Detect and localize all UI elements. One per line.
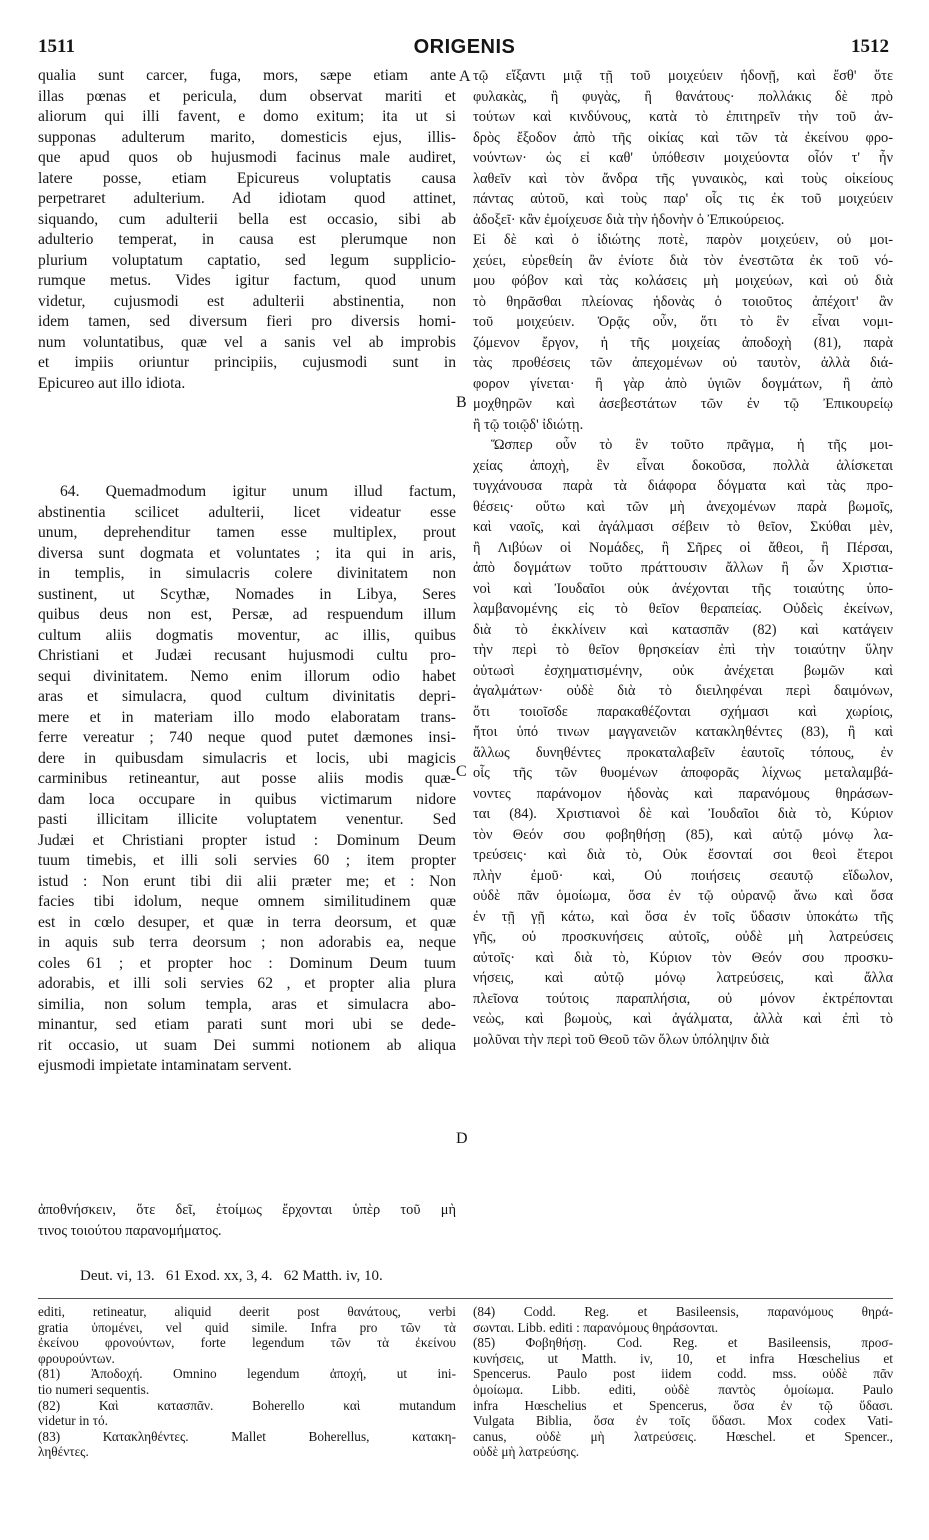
text-line: ferre vereatur ; 740 neque quod putet dæmones insi- [38, 729, 456, 746]
text-line: ἀπὸ δογμάτων τοῦτο πράττουσιν ἄλλων ἢ ὧν Χριστια- [473, 560, 893, 576]
text-line: Christiani et Judæi recusant hujusmodi cultu pro- [38, 647, 456, 664]
text-line: Vulgata Biblia, ὅσα ἐν τοῖς ὕδασι. Mox codex Vati- [473, 1413, 893, 1429]
text-line: ἢ Λιβύων οἱ Νομάδες, ἢ Σῆρες οἱ ἄθεοι, ἢ Πέρσαι, [473, 539, 893, 556]
text-line: μοχθηρῶν καὶ ἀσεβεστάτων τῶν ἐν τῷ Ἐπικουρείῳ [473, 396, 893, 412]
text-line: similia, non solum templa, aras et simulacra abo- [38, 995, 456, 1013]
text-line: plurium voluptatum captatio, sed legum supplicio- [38, 251, 456, 269]
notes-divider [38, 1298, 893, 1299]
text-line: ἐν τῇ γῇ κάτω, καὶ ὅσα ἐν τοῖς ὕδασιν ὑποκάτω τῆς [473, 908, 893, 925]
page-number-left: 1511 [38, 36, 75, 57]
text-line: adulterio temperat, in causa est plerumque non [38, 231, 456, 248]
text-line: τοῦ μοιχεύειν. Ὁρᾷς οὖν, ὅτι τὸ ἓν εἶναι νομι- [473, 314, 893, 330]
text-line: istud : Non erunt tibi dii alii præter me; et : Non [38, 872, 456, 890]
text-line: ejusmodi impietate intaminatam servent. [38, 1057, 292, 1074]
text-line: perpetraret adulterium. Ad idiotam quod attinet, [38, 190, 456, 207]
margin-letter-a: A [459, 68, 471, 85]
text-line: τὴν περὶ τὸ θεῖον θρησκείαν ἐπὶ τὴν τοιαύτην ὕλην [473, 642, 893, 658]
text-line: τὸ θηρᾶσθαι πλείονας ἡδονὰς ὁ τοιοῦτος ἀπέχοιτ' ἂν [473, 293, 893, 310]
notes-left-column [38, 1304, 456, 1460]
text-line: ὅτι τοιοῖσδε παρακαθέζονται σχήμασι καὶ χωρίοις, [473, 703, 893, 720]
text-line: supponas adulterum marito, domesticis ejus, illis- [38, 128, 456, 146]
page-number-right: 1512 [851, 36, 889, 57]
text-line: οἷς τῆς τῶν θυομένων ἀποφορᾶς λίχνως μεταλαμβά- [473, 765, 893, 781]
text-line: φρουρούντων. [38, 1350, 115, 1366]
text-line: φορον γίνεται· ἢ γὰρ ἀπὸ ὑγιῶν δογμάτων, ἢ ἀπὸ [473, 375, 893, 392]
text-line: facies tibi idolum, neque omnem similitudinem quæ [38, 893, 456, 910]
text-line: tuum timebis, et illi soli servies 60 ; item propter [38, 852, 456, 869]
text-line: adorabis, et illi soli servies 62 , et propter alia plura [38, 975, 456, 992]
text-line: rumque metus. Vides igitur factum, quod unum [38, 272, 456, 289]
text-line: minantur, sed etiam parati sunt mori ubi se dede- [38, 1016, 456, 1033]
text-line: ἤτοι ὑπό τινων μαγγανειῶν κατακληθέντες (83), ἢ καὶ [473, 724, 893, 740]
text-line: editi, retineatur, aliquid deerit post θανάτους, verbi [38, 1304, 456, 1319]
text-line: latere posse, etiam Epicureus voluptatis causa [38, 169, 456, 187]
text-line: illas pœnas et pericula, dum observat mariti et [38, 87, 456, 105]
text-line: dere in quibusdam simulacris et locis, ubi magicis [38, 749, 456, 767]
text-line: πλεῖονα τούτοις παραπλήσια, οὐ μόνον ἐκτρέπονται [473, 990, 893, 1007]
text-line: τῷ εἴξαντι μιᾷ τῇ τοῦ μοιχεύειν ἡδονῇ, καὶ ἔσθ' ὅτε [473, 68, 893, 84]
text-line: et impiis oriuntur principiis, cujusmodi sunt in [38, 354, 456, 371]
text-line: aras et simulacra, quod cultum divinitatis depri- [38, 688, 456, 705]
text-line: νεὼς, καὶ βωμοὺς, καὶ ἀγάλματα, ἀλλὰ καὶ ἐπὶ τὸ [473, 1011, 893, 1027]
text-line: in templis, in simulacris colere divinitatem non [38, 565, 456, 582]
text-line: ζόμενον ἔργον, ἡ τῆς μοιχείας ἀποδοχὴ (81), παρὰ [473, 334, 893, 351]
text-line: τὸν Θεόν σου φοβηθήσῃ (85), καὶ αὐτῷ μόνῳ λα- [473, 826, 893, 843]
text-line: αὐτοῖς· καὶ διὰ τὸ, Κύριον τὸν Θεόν σου προσκυ- [473, 949, 893, 966]
text-line: πλὴν ἐμοῦ· καὶ, Οὐ ποιήσεις σεαυτῷ εἴδωλον, [473, 867, 893, 884]
text-line: οὐδὲ πᾶν ὁμοίωμα, ὅσα ἐν τῷ οὐρανῷ ἄνω καὶ ὅσα [473, 888, 893, 904]
notes-right-column [473, 1304, 893, 1460]
text-line: (82) Καὶ κατασπᾶν. Boherello καὶ mutandum [38, 1397, 456, 1413]
text-line: χείας ἀποχὴ, ἓν εἶναι δοκοῦσα, πολλὰ ἁλίσκεται [473, 457, 893, 474]
text-line: τινος τοιούτου παρανομήματος. [38, 1222, 222, 1239]
text-line: Ὥσπερ οὖν τὸ ἓν τοῦτο πρᾶγμα, ἡ τῆς μοι- [491, 437, 893, 453]
text-line: diversa sunt dogmata et voluntates ; ita qui in aris, [38, 544, 456, 562]
text-line: καὶ ναοῖς, καὶ ἀγάλμασι σέβειν τὸ θεῖον, Σκύθαι μὲν, [473, 519, 893, 535]
text-line: σωνται. Libb. editi : παρανόμους θηράσονται. [473, 1319, 719, 1335]
text-line: (84) Codd. Reg. et Basileensis, παρανόμους θηρά- [473, 1304, 893, 1319]
text-line: ἀγαλμάτων· οὐδὲ διὰ τὸ διειληφέναι περὶ δαιμόνων, [473, 683, 893, 699]
scripture-references: Deut. vi, 13. 61 Exod. xx, 3, 4. 62 Matth. iv, 10. [80, 1268, 383, 1284]
text-line: κυνήσεις, ut Matth. iv, 10, et infra Hœschelius et [473, 1350, 893, 1366]
text-line: ὁμοίωμα. Libb. editi, οὐδὲ παντὸς ὁμοίωμα. Paulo [473, 1381, 893, 1397]
text-line: φυλακὰς, ἢ φυγὰς, ἢ θανάτους· πολλάκις δὲ πρὸ [473, 88, 893, 105]
text-line: νήσεις, καὶ αὐτῷ μόνῳ λατρεύσεις, καὶ ἄλλα [473, 970, 893, 986]
text-line: θέσεις· οὕτω καὶ τῶν μὴ ἀνεχομένων παρὰ βωμοῖς, [473, 498, 893, 515]
text-line: que apud quos ob hujusmodi facinus male audiret, [38, 149, 456, 166]
text-line: videtur, cujusmodi est adulterii abstinentia, non [38, 292, 456, 310]
text-line: νούντων· ὡς εἰ καθ' ὑπόθεσιν μοιχεύοντα οἷόν τ' ἦν [473, 150, 893, 166]
text-line: δρὸς ἔξοδον ἀπὸ τῆς οἰκίας καὶ τῶν τὰ ἐκείνου φρο- [473, 129, 893, 146]
text-line: est in cœlo desuper, et quæ in terra deorsum, et quæ [38, 913, 456, 931]
text-line: aliorum qui illi favent, e domo exitum; ita ut si [38, 108, 456, 125]
text-line: canus, οὐδὲ μὴ λατρεύσεις. Hœschel. et Spencer., [473, 1428, 893, 1444]
text-line: ἀδοξεῖ· κἂν ἐμοίχευσε διὰ τὴν ἡδονὴν ὁ Ἐπικούρειος. [473, 211, 785, 228]
text-line: quibus deus non est, Persæ, ad respuendum illum [38, 606, 456, 623]
text-line: ἢ τῷ τοιῷδ' ἰδιώτῃ. [473, 416, 584, 433]
text-line: unum, deprehenditur tamen esse multiplex, prout [38, 524, 456, 541]
text-line: λαθεῖν καὶ τὸν ἄνδρα τῆς γυναικὸς, καὶ τοὺς οἰκείους [473, 170, 893, 187]
latin-column-paragraph-64 [38, 482, 456, 1077]
text-line: dam loca occupare in quibus victimarum nidore [38, 790, 456, 808]
text-line: infra Hœschelius et Spencerus, ὅσα ἐν τῷ ὕδασι. [473, 1397, 893, 1413]
text-line: 64. Quemadmodum igitur unum illud factum, [60, 483, 456, 500]
text-line: ἄλλως δυνηθέντες προκαταλαβεῖν ἑαυτοῖς τόπους, ἐν [473, 744, 893, 761]
text-line: tio numeri sequentis. [38, 1381, 150, 1397]
text-line: χεύει, εὑρεθείη ἂν ἐνίοτε διὰ τὸν ἐνεστῶτα ἐκ τοῦ νό- [473, 252, 893, 269]
text-line: τὰς προθέσεις τῶν ἀπεχομένων οὐ ταυτὸν, ἀλλὰ διά- [473, 355, 893, 371]
text-line: πάντας αὐτοῦ, καὶ τοὺς παρ' οἷς τις ἐκ τοῦ μοιχεύειν [473, 191, 893, 207]
text-line: sustinent, ut Scythæ, Nomades in Libya, Seres [38, 585, 456, 603]
greek-column [473, 66, 893, 1050]
text-line: μου φόβον καὶ τὰς κολάσεις μὴ μοιχεύων, καὶ οὐ διὰ [473, 273, 893, 289]
text-line: coles 61 ; et propter hoc : Dominum Deum tuum [38, 954, 456, 972]
text-line: siquando, cum adulterii bella est occasio, sibi ab [38, 210, 456, 228]
text-line: (81) Ἀποδοχή. Omnino legendum ἀποχή, ut ini- [38, 1366, 456, 1382]
text-line: νοντες παράνομον ἡδονὰς καὶ παρανόμους θηράσων- [473, 785, 893, 802]
text-line: τούτων καὶ κινδύνους, κατὰ τὸ ἐπιτηρεῖν τὴν τοῦ ἀν- [473, 109, 893, 125]
text-line: οὐδὲ μὴ λατρεύσης. [473, 1444, 580, 1460]
text-line: Epicureo aut illo idiota. [38, 374, 186, 392]
text-line: ληθέντες. [38, 1444, 89, 1460]
margin-letter-d: D [456, 1130, 468, 1147]
text-line: carminibus retineantur, aut posse aliis modis quæ- [38, 770, 456, 787]
text-line: sequi divinitatem. Nemo enim illorum odio habet [38, 667, 456, 685]
text-line: mere et in materiam illo modo elaboratam trans- [38, 708, 456, 726]
running-title: ORIGENIS [413, 36, 516, 58]
text-line: idem tamen, sed diversum fieri pro diversis homi- [38, 313, 456, 330]
text-line: λαμβανομένης εἰς τὸ θεῖον θεραπείας. Οὐδεὶς ἐκείνων, [473, 601, 893, 617]
margin-letter-b: B [456, 394, 467, 411]
text-line: μολῦναι τὴν περὶ τοῦ Θεοῦ τῶν ὅλων ὑπόληψιν διὰ [473, 1031, 770, 1048]
text-line: cultum aliis dogmatis moventur, ac illis, quibus [38, 626, 456, 644]
text-line: (85) Φοβηθήσῃ. Cod. Reg. et Basileensis, προσ- [473, 1335, 893, 1351]
text-line: οὑτωσὶ ἐσχηματισμένην, οὐκ ἀνέχεται βωμῶν καὶ [473, 662, 893, 679]
text-line: Εἰ δὲ καὶ ὁ ἰδιώτης ποτὲ, παρὸν μοιχεύειν, οὐ μοι- [473, 232, 893, 248]
text-line: num voluntatibus, quæ vel a sanis vel ab improbis [38, 333, 456, 351]
text-line: γῆς, οὐ προσκυνήσεις αὐτοῖς, οὐδὲ μὴ λατρεύσεις [473, 929, 893, 945]
text-line: ται (84). Χριστιανοὶ δὲ καὶ Ἰουδαῖοι διὰ τὸ, Κύριον [473, 806, 893, 822]
margin-letter-c: C [456, 763, 467, 780]
text-line: τυγχάνουσα παρὰ τὰ διάφορα δόγματα καὶ τὰς προ- [473, 478, 893, 494]
text-line: ἐκείνου φρονούντων, forte legendum τῶν τὰ ἐκείνου [38, 1335, 456, 1351]
text-line: ἀποθνήσκειν, ὅτε δεῖ, ἑτοίμως ἔρχονται ὑπὲρ τοῦ μὴ [38, 1202, 456, 1218]
text-line: Spencerus. Paulo post iidem codd. mss. οὐδὲ πᾶν [473, 1366, 893, 1382]
text-line: νοὶ καὶ Ἰουδαῖοι οὐκ ἀνέχονται τῆς τοιαύτης ὑπο- [473, 580, 893, 597]
text-line: rit occasio, ut suam Dei summi notionem ab aliqua [38, 1036, 456, 1054]
text-line: abstinentia scilicet adulterii, licet videatur esse [38, 503, 456, 521]
text-line: videtur in τό. [38, 1413, 108, 1429]
text-line: pasti illicitam illicite voluptatem venentur. Sed [38, 811, 456, 828]
text-line: qualia sunt carcer, fuga, mors, sæpe etiam ante [38, 67, 456, 84]
text-line: Judæi et Christiani propter istud : Dominum Deum [38, 831, 456, 849]
text-line: τρεύσεις· καὶ διὰ τὸ, Οὐκ ἔσονταί σοι θεοὶ ἕτεροι [473, 847, 893, 863]
latin-column-top [38, 66, 456, 394]
text-line: in aquis sub terra deorsum ; non adorabis ea, neque [38, 934, 456, 951]
text-line: gratia ὑπομένει, vel quid simile. Infra pro τῶν τὰ [38, 1319, 456, 1335]
text-line: διὰ τὸ ἐκκλίνειν καὶ κατασπᾶν (82) καὶ κατάγειν [473, 621, 893, 638]
text-line: (83) Κατακληθέντες. Mallet Boherellus, κατακη- [38, 1428, 456, 1444]
greek-continuation [38, 1200, 456, 1241]
